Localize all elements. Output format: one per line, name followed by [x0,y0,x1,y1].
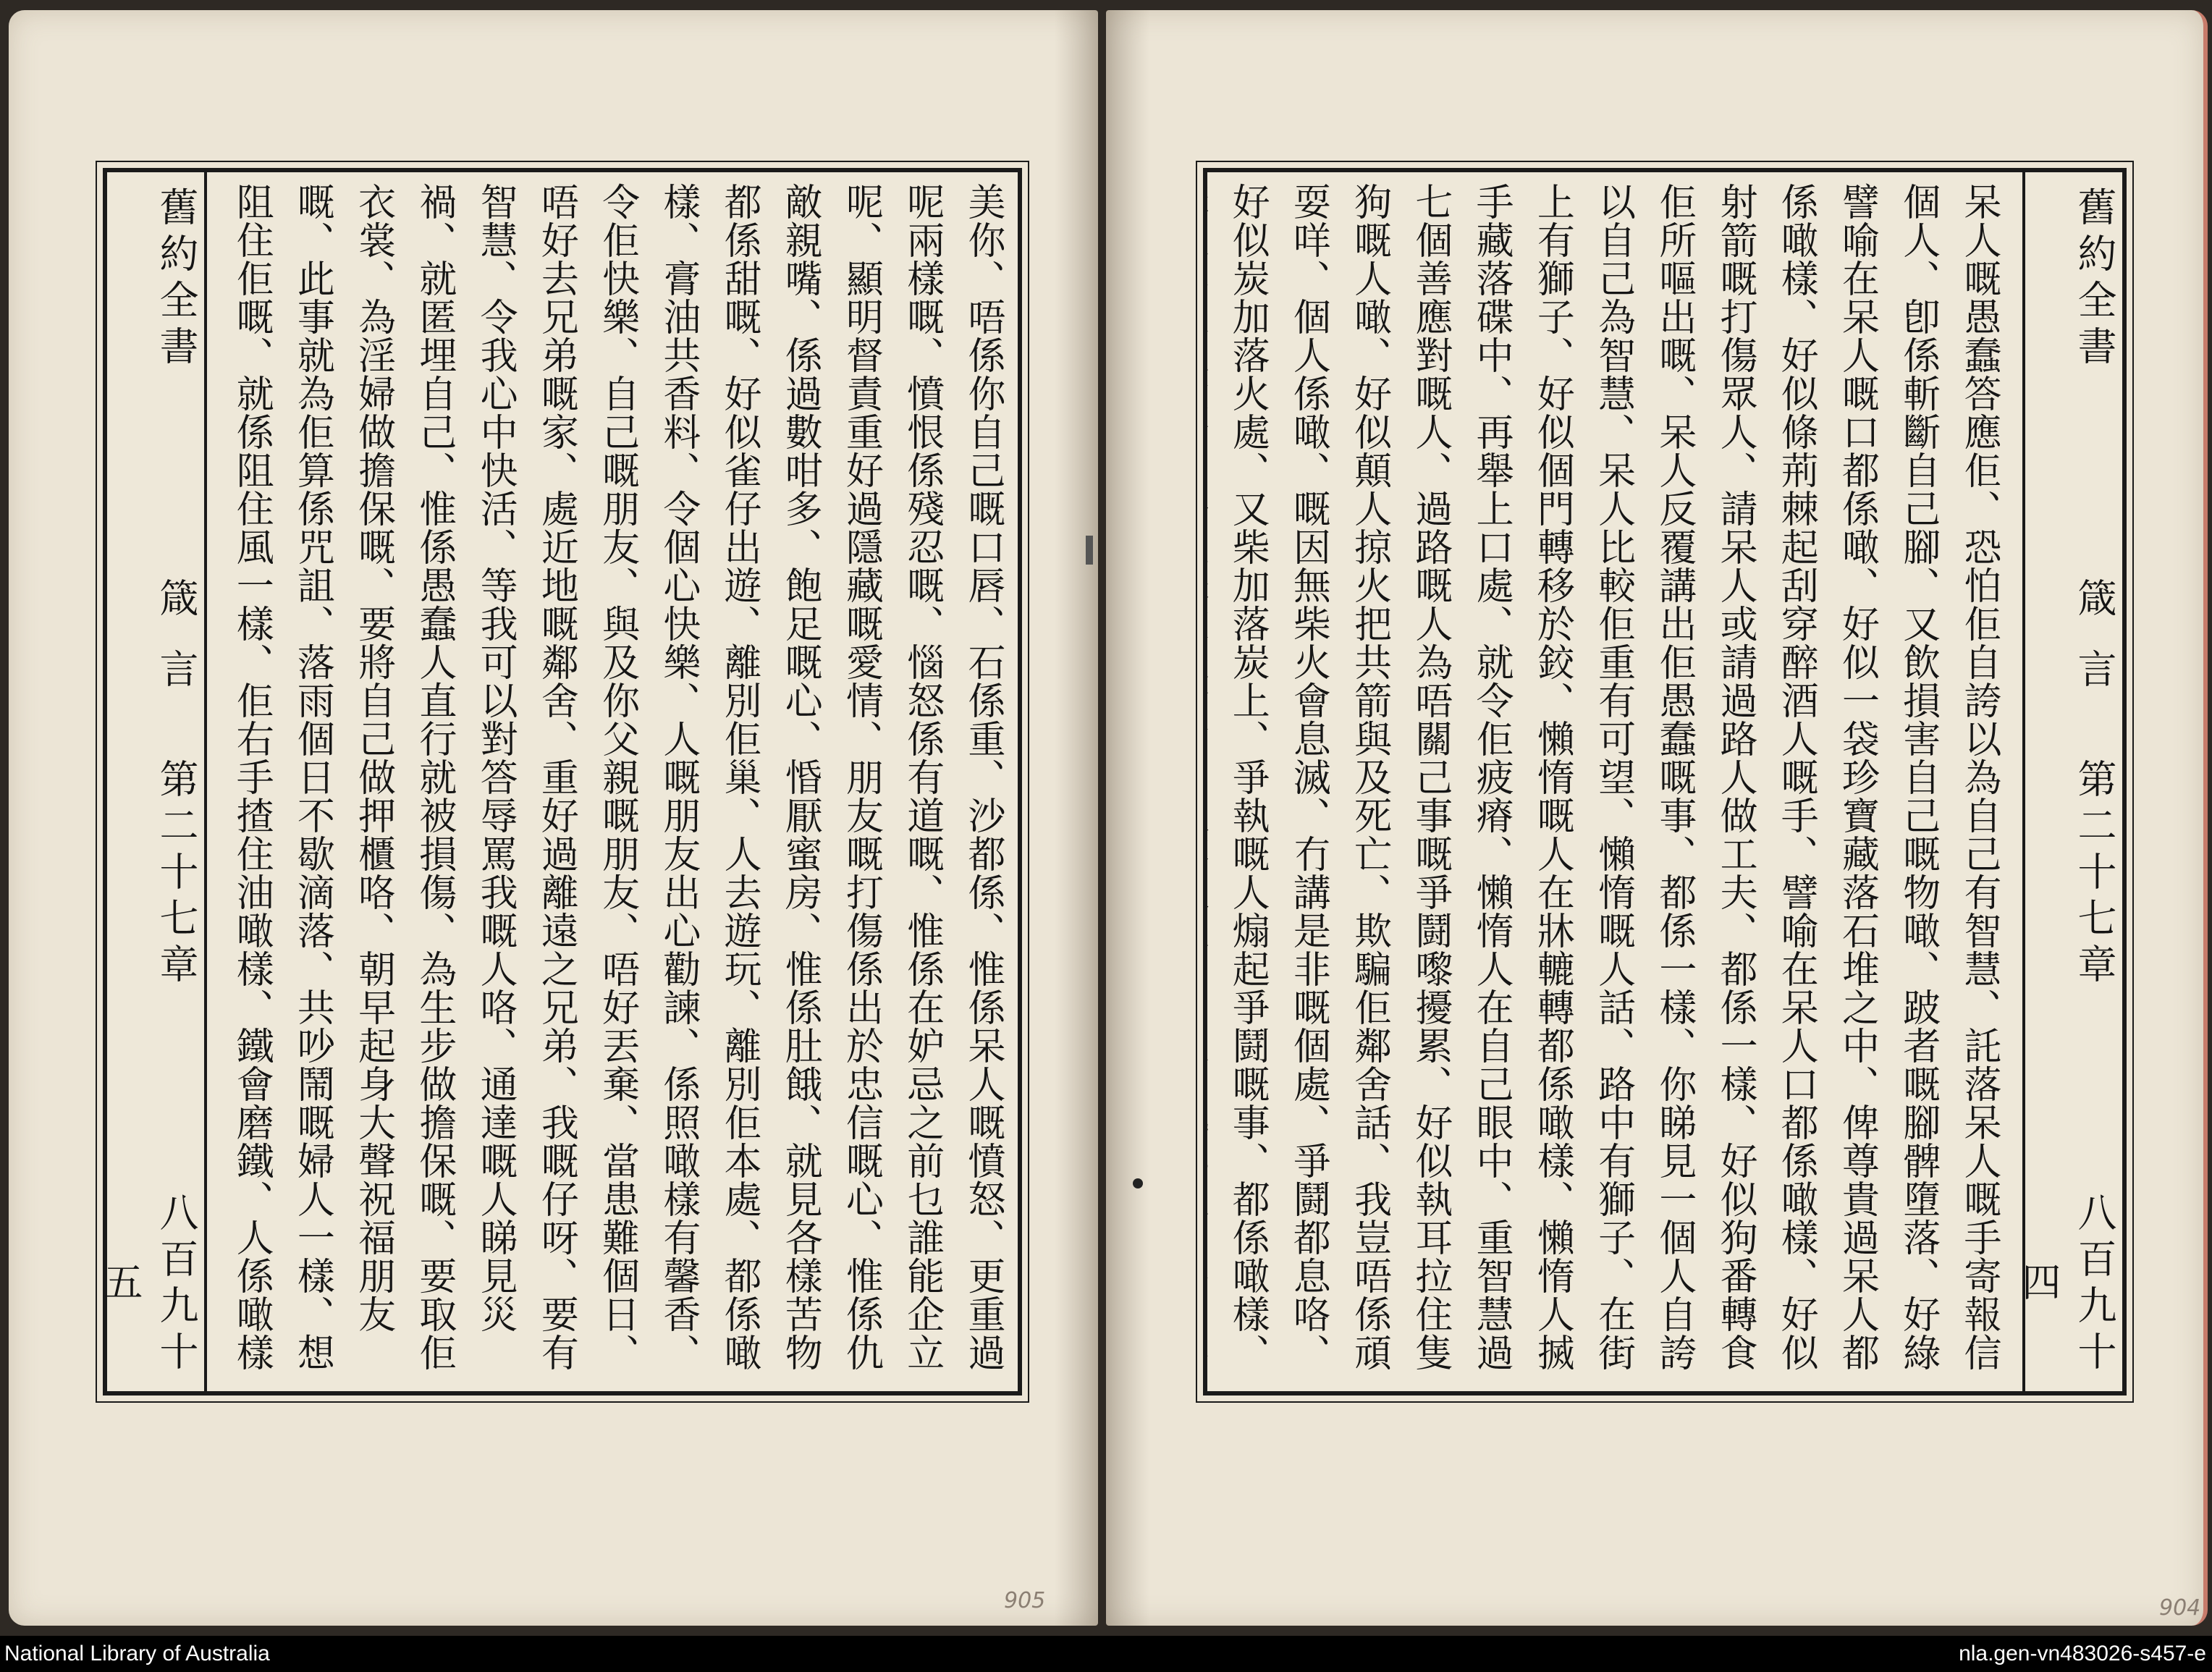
running-head-section: 箴言 [153,578,199,719]
pencil-page-note: 905 [1004,1588,1046,1613]
scan-footer-bar [0,1636,2212,1672]
left-margin-column [98,172,207,1391]
right-page [1106,10,2208,1626]
item-identifier: nla.gen-vn483026-s457-e [1959,1642,2206,1665]
running-head-chapter: 第二十七章 [153,759,199,990]
right-margin-column [2016,172,2122,1391]
library-name: National Library of Australia [4,1642,270,1665]
running-head-section: 箴言 [2072,578,2117,719]
running-head-book-title: 舊約全書 [153,187,199,372]
page-number: 八百九十五 [98,1192,199,1377]
running-head-book-title: 舊約全書 [2072,187,2117,372]
pencil-page-note: 904 [2159,1595,2201,1621]
running-head-chapter: 第二十七章 [2072,759,2117,990]
right-page-frame [1203,168,2127,1396]
gutter-shadow [1106,10,1149,1626]
left-page-frame [98,168,1022,1396]
left-page [9,10,1098,1626]
binding-thread-mark [1086,536,1093,565]
binding-hole-dot [1133,1178,1143,1188]
gutter-shadow [1055,10,1098,1626]
right-body-text: 呆人嘅愚蠢答應佢、恐怕佢自誇以為自己有智慧、託落呆人嘅手寄報信個人、卽係斬斷自己腳、又飲損害自己嘅物噉、跛者嘅腳髀墮落、好綠譬喻在呆人嘅口都係噉、好似一袋珍寶藏落石堆之中、俾尊貴過呆人都係噉樣、好似條荊棘起刮穿醉酒人嘅手、譬喻在呆人口都係噉樣、好似射箭嘅打傷眾人、請呆人或請過路人做工夫、都係一樣、好似狗番轉食佢所嘔出嘅、呆人反覆講出佢愚蠢嘅事、都係一樣、你睇見一個人自誇以自己為智慧、呆人比較佢重有可望、懶惰嘅人話、路中有獅子、在街上有獅子、好似個門轉移於鉸、懶惰嘅人在牀轆轉都係噉樣、懶惰人搣手藏落碟中、再舉上口處、就令佢疲瘠、懶惰人在自己眼中、重智慧過七個善應對嘅人、過路嘅人為唔關己事嘅爭鬪嚟擾累、好似執耳拉住隻狗嘅人噉、好似顛人掠火把共箭與及死亡、欺騙佢鄰舍話、我豈唔係頑耍咩、個人係噉、嘅因無柴火會息滅、冇講是非嘅個處、爭鬪都息咯、好似炭加落火處、又柴加落炭上、爭執嘅人煽起爭鬪嘅事、都係噉樣、 [1225,182,2001,1372]
left-body-text: 美你、唔係你自己嘅口唇、石係重、沙都係、惟係呆人嘅憤怒、更重過呢兩樣嘅、憤恨係殘忍嘅、惱怒係有道嘅、惟係在妒忌之前乜誰能企立呢、顯明督責重好過隱藏嘅愛情、朋友嘅打傷係出於忠信嘅心、惟係仇敵親嘴、係過數咁多、飽足嘅心、惛厭蜜房、惟係肚餓、就見各樣苦物都係甜嘅、好似雀仔出遊、離別佢巢、人去遊玩、離別佢本處、都係噉樣、膏油共香料、令個心快樂、人嘅朋友出心勸諫、係照噉樣有馨香、令佢快樂、自己嘅朋友、與及你父親嘅朋友、唔好丟棄、當患難個日、唔好去兄弟嘅家、處近地嘅鄰舍、重好過離遠之兄弟、我嘅仔呀、要有智慧、令我心中快活、等我可以對答辱罵我嘅人咯、通達嘅人睇見災禍、就匿埋自己、惟係愚蠢人直行就被損傷、為生步做擔保嘅、要取佢衣裳、為淫婦做擔保嘅、要將自己做押櫃咯、朝早起身大聲祝福朋友嘅、此事就為佢算係咒詛、落雨個日不歇滴落、共吵鬧嘅婦人一樣、想阻住佢嘅、就係阻住風一樣、佢右手揸住油噉樣、鐵會磨鐵、人係噉樣 [229,182,1005,1372]
page-number: 八百九十四 [2016,1192,2117,1377]
